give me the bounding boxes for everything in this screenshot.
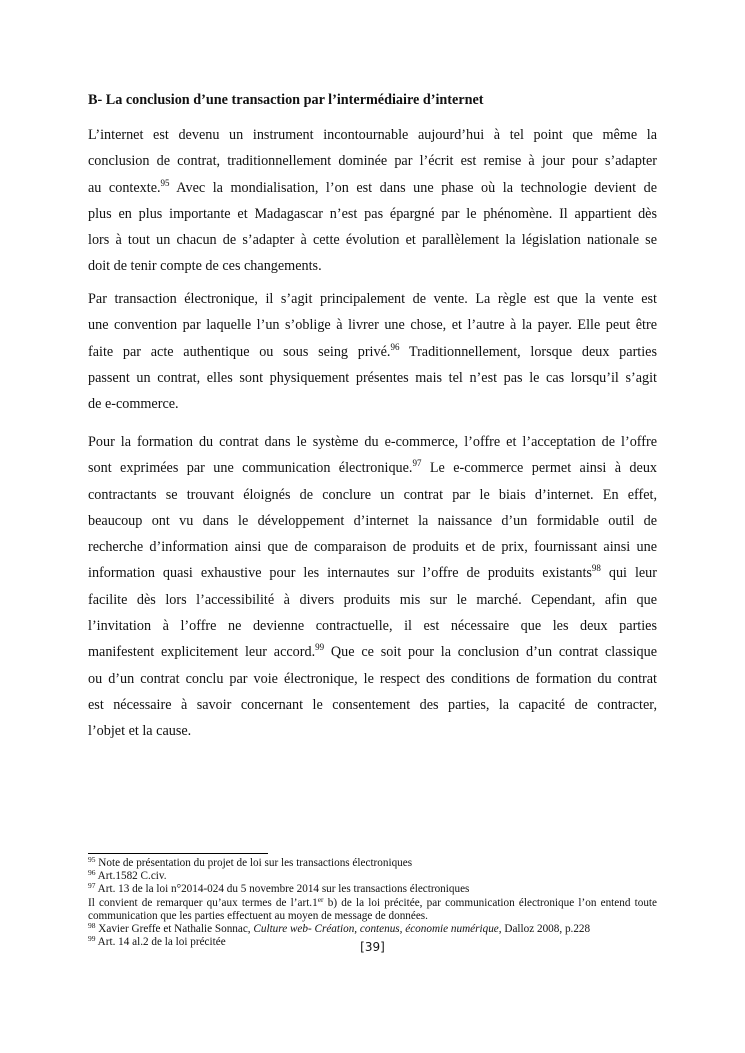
paragraph [88, 290, 657, 421]
footnote [88, 923, 657, 936]
footnote-ref[interactable]: 99 [315, 642, 325, 653]
text: Art. 14 al.2 de la loi précitée [95, 936, 226, 949]
superscript: er [317, 894, 324, 904]
text: Note de présentation du projet de loi sur les transactions électroniques [95, 857, 413, 869]
text: Pour la formation du contrat dans le système du e-commerce, l’offre et l’acceptation de l’offre [88, 434, 657, 450]
book-title: Culture web- Création, contenus, économie numérique [253, 923, 499, 936]
text: facilite dès lors l’accessibilité à divers produits mis sur le marché. Cependant, afin que [88, 591, 657, 608]
text: une convention par laquelle l’un s’oblige à livrer une chose, et l’autre à la payer. Elle peut être [88, 317, 657, 334]
footnote-number: 98 [88, 921, 96, 931]
text: plus en plus importante et Madagascar n’est pas épargné par le phénomène. Il appartient dès [88, 205, 657, 222]
text-line [88, 316, 657, 342]
page-number: [39] [360, 940, 385, 954]
text: qui leur [600, 565, 657, 582]
text: ou d’un contrat conclu par voie électronique, le respect des conditions de formation du contrat [88, 670, 657, 687]
text: Art.1582 C.civ. [95, 870, 167, 883]
text-line [88, 369, 657, 395]
footnotes [88, 857, 657, 949]
text: L’internet est devenu un instrument incontournable aujourd’hui à tel point que même la [88, 127, 657, 143]
footnote [88, 870, 657, 883]
footnote [88, 894, 657, 923]
text-line [88, 231, 657, 257]
footnote [88, 857, 657, 870]
text-line [88, 257, 657, 283]
footnote-number: 96 [88, 868, 96, 878]
text-line [88, 538, 657, 564]
text: , Dalloz 2008, p.228 [498, 923, 591, 936]
text: Le e-commerce permet ainsi à deux [421, 460, 658, 477]
text-line [88, 564, 657, 590]
text-line [88, 512, 657, 538]
text: au contexte. [88, 179, 161, 196]
footnote-ref[interactable]: 97 [412, 458, 422, 469]
text: manifestent explicitement leur accord. [88, 644, 316, 661]
footnote-ref[interactable]: 96 [390, 341, 400, 352]
text-line [88, 395, 657, 421]
text: Xavier Greffe et Nathalie Sonnac, [95, 923, 254, 936]
text-line [88, 486, 657, 512]
text: Avec la mondialisation, l’on est dans une phase où la technologie devient de [169, 179, 657, 196]
text: Par transaction électronique, il s’agit principalement de vente. La règle est que la vente est [88, 291, 657, 307]
text: information quasi exhaustive pour les internautes sur l’offre de produits existants [88, 565, 592, 582]
text-line [88, 179, 657, 205]
text: sont exprimées par une communication électronique. [88, 460, 413, 477]
text: recherche d’information ainsi que de comparaison de produits et de prix, fournissant ainsi une [88, 539, 657, 556]
text: l’objet et la cause. [88, 723, 192, 740]
text: b) de la loi précitée, par communication électronique l’on entend toute communication que les parties effectuent au moyen de message de données. [88, 896, 657, 922]
paragraph [88, 433, 657, 749]
footnote [88, 883, 657, 896]
footnote-ref[interactable]: 98 [591, 563, 601, 574]
footnote-number: 99 [88, 934, 96, 944]
text-line [88, 290, 657, 316]
text-line [88, 696, 657, 722]
text-line [88, 126, 657, 152]
text-line [88, 591, 657, 617]
text: conclusion de contrat, traditionnellement dominée par l’écrit est remise à jour pour s’adapter [88, 153, 657, 170]
text-line [88, 617, 657, 643]
text-line [88, 670, 657, 696]
text-line [88, 722, 657, 748]
footnote-separator [88, 853, 268, 854]
footnote-number: 97 [88, 881, 96, 891]
text: de e-commerce. [88, 396, 179, 413]
text: l’invitation à l’offre ne devienne contractuelle, il est nécessaire que les deux parties [88, 618, 657, 635]
text-line [88, 205, 657, 231]
text: passent un contrat, elles sont physiquement présentes mais tel n’est pas le cas lorsqu’il s’agit [88, 369, 657, 386]
text-line [88, 459, 657, 485]
text: beaucoup ont vu dans le développement d’internet la naissance d’un formidable outil de [88, 512, 657, 529]
text: contractants se trouvant éloignés de conclure un contrat par le biais d’internet. En effet, [88, 486, 657, 503]
text: Il convient de remarquer qu’aux termes de l’art.1 [88, 896, 318, 909]
text: faite par acte authentique ou sous seing privé. [88, 343, 391, 360]
text-line [88, 152, 657, 178]
footnote-ref[interactable]: 95 [160, 177, 170, 188]
text-line [88, 343, 657, 369]
text: lors à tout un chacun de s’adapter à cette évolution et parallèlement la législation nationale se [88, 232, 657, 249]
text-line [88, 643, 657, 669]
text: Traditionnellement, lorsque deux parties [399, 343, 657, 360]
paragraph [88, 126, 657, 284]
text: est nécessaire à savoir concernant le consentement des parties, la capacité de contracter, [88, 696, 657, 713]
text-line [88, 433, 657, 459]
text: Que ce soit pour la conclusion d’un contrat classique [324, 644, 658, 661]
footnote-number: 95 [88, 855, 96, 864]
text: Art. 13 de la loi n°2014-024 du 5 novembre 2014 sur les transactions électroniques [95, 883, 470, 896]
section-heading: B- La conclusion d’une transaction par l’intermédiaire d’internet [88, 92, 484, 108]
text: doit de tenir compte de ces changements. [88, 258, 322, 275]
